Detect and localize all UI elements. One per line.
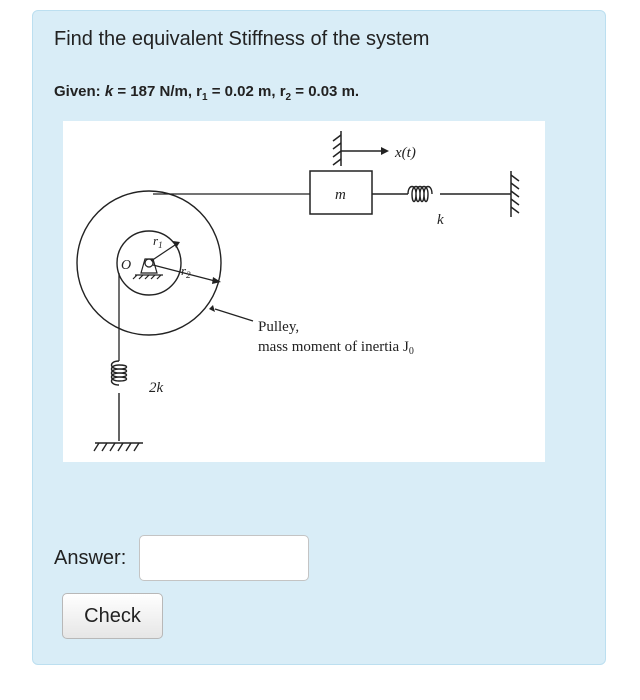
spring-k-label: k — [437, 212, 444, 228]
r1-label: $r_1$ — [153, 233, 163, 250]
given-r1-value: = 0.02 m, r — [207, 83, 286, 100]
reference-wall — [333, 131, 341, 166]
given-prefix: Given: — [54, 83, 105, 100]
given-r1-sub: 1 — [202, 92, 208, 103]
system-diagram — [63, 121, 545, 462]
given-k-symbol: k — [104, 83, 114, 100]
spring-2k-label: 2k — [149, 380, 164, 396]
system-diagram-svg — [63, 121, 545, 462]
pulley-caption-line2: mass moment of inertia $J_0$ — [258, 339, 414, 357]
pulley-caption-line1: Pulley, — [258, 319, 300, 335]
question-text: Find the equivalent Stiffness of the system — [54, 28, 430, 50]
pivot-label: O — [121, 258, 132, 273]
question-card — [32, 10, 606, 665]
given-r2-sub: 2 — [285, 92, 292, 103]
check-button[interactable]: Check — [62, 593, 163, 639]
spring-k — [372, 187, 511, 202]
r2-label: $r_2$ — [181, 263, 191, 280]
pivot-support — [133, 259, 163, 279]
right-wall — [511, 171, 519, 217]
pulley-pointer — [209, 305, 253, 321]
given-r2-value: = 0.03 m. — [291, 83, 360, 100]
ground — [94, 443, 143, 451]
spring-2k — [112, 361, 127, 441]
displacement-label: x(t) — [395, 145, 416, 161]
answer-label: Answer: — [54, 547, 127, 569]
given-k-value: = 187 N/m, r — [113, 83, 203, 100]
given-values — [54, 83, 359, 103]
mass-label: m — [335, 187, 346, 203]
answer-input[interactable] — [139, 535, 309, 581]
displacement-arrow — [341, 147, 389, 155]
